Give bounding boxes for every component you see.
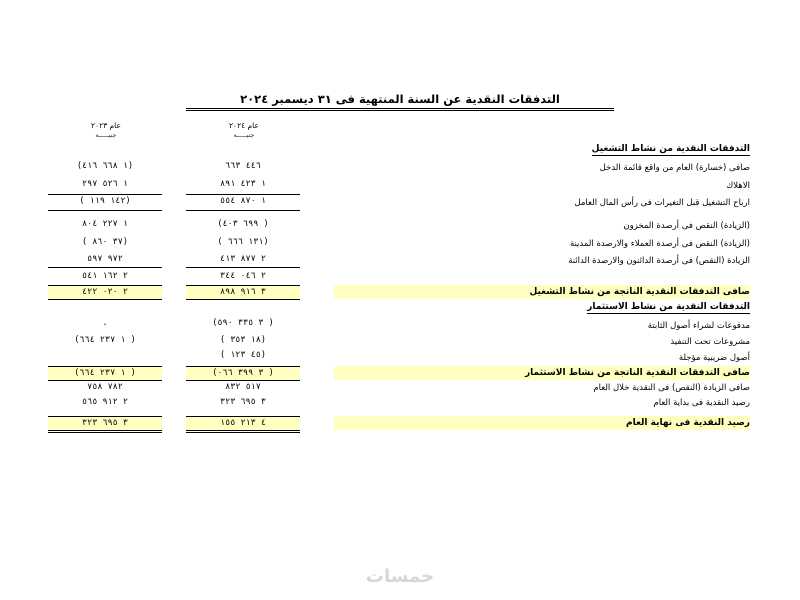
value-prior-ending-cash: ٣ ٦٩٥ ٣٢٣ [81, 418, 129, 428]
rule-above-subtotal-current [186, 267, 300, 268]
value-prior-inventory: ١ ٢٢٧ ٨٠٤ [81, 219, 129, 229]
value-current-deferred-tax: ( ٤٥ ١٢٣) [219, 350, 267, 360]
column-header-current-year: عام ٢٠٢٤ [229, 121, 259, 130]
value-current-depreciation: ١ ٤٢٣ ٨٩١ [219, 179, 267, 189]
value-prior-opening-cash: ٢ ٩١٢ ٥٦٥ [81, 397, 129, 407]
value-current-inventory: (٦٩٩ ٤٠٣ ) [217, 219, 269, 229]
value-current-ending-cash: ٤ ٢١٣ ١٥٥ [219, 418, 267, 428]
value-prior-net-change: ٧٨٢ ٧٥٨ [87, 382, 123, 392]
rule-below-op-profit-current [186, 210, 300, 211]
rule-top-operating-net-prior [48, 285, 162, 286]
value-current-investing-net: (٣ ٣٩٩ ٠٦٦ ) [212, 368, 274, 378]
value-current-net-loss: ٤٤٦ ٦٦٣ [225, 161, 261, 171]
rule-above-op-profit-current [186, 194, 300, 195]
row-label-fixed-assets: مدفوعات لشراء أصول الثابتة [647, 321, 750, 331]
value-current-fixed-assets: (٣ ٣٣٥ ٥٩٠ ) [212, 318, 274, 328]
value-prior-fixed-assets: . [102, 318, 108, 328]
value-current-working-capital-subtotal: ٢ ٠٤٦ ٣٤٤ [219, 271, 267, 281]
rule-bottom-operating-net-current [186, 299, 300, 300]
rule-bottom-investing-net-current [186, 380, 300, 381]
rule-above-op-profit-prior [48, 194, 162, 195]
investing-section-heading: التدفقات النقدية من نشاط الاستثمار [587, 302, 750, 312]
rule-bottom-ending-cash-current [186, 430, 300, 431]
value-current-operating-net: ٣ ٩١٦ ٨٩٨ [219, 287, 267, 297]
row-label-projects: مشروعات تحت التنفيذ [670, 337, 750, 347]
rule-bottom-investing-net-prior [48, 380, 162, 381]
value-current-net-change: ٥١٧ ٨٣٢ [225, 382, 261, 392]
column-header-prior-year: عام ٢٠٢٣ [91, 121, 121, 130]
row-label-deferred-tax: أصول ضريبية مؤجلة [678, 353, 750, 363]
row-label-operating-net: صافى التدفقات النقدية الناتجة من نشاط التشغيل [529, 287, 750, 297]
statement-title: التدفقات النقدية عن السنة المنتهية فى ٣١ ديسمبر ٢٠٢٤ [240, 92, 560, 106]
rule-top-operating-net-current [186, 285, 300, 286]
rule-top-ending-cash-current [186, 416, 300, 417]
rule-above-subtotal-prior [48, 267, 162, 268]
column-unit-current: جنيـــــه [233, 131, 255, 139]
rule-top-investing-net-current [186, 366, 300, 367]
row-label-net-loss: صافى (خسارة) العام من واقع قائمة الدخل [599, 163, 750, 173]
value-prior-operating-net: ٢ ٠٢٠ ٤٢٢ [81, 287, 129, 297]
rule-double-ending-cash-prior [48, 432, 162, 433]
title-underline [186, 108, 614, 109]
row-label-net-change: صافى الزيادة (النقص) فى النقدية خلال العام [593, 383, 750, 393]
value-prior-investing-net: (١ ٢٣٧ ٦٦٤ ) [74, 368, 136, 378]
row-label-depreciation: الاهلاك [726, 181, 750, 191]
row-label-payables: الزيادة (النقص) فى أرصدة الدائنون والارصدة الدائنة [568, 256, 750, 266]
value-current-projects: ( ١٨ ٣٥٣) [219, 335, 267, 345]
value-current-payables: ٢ ٨٧٧ ٤١٣ [219, 254, 267, 264]
value-prior-payables: ٩٧٢ ٥٩٧ [87, 254, 123, 264]
value-prior-working-capital-subtotal: ٢ ١٦٢ ٥٤١ [81, 271, 129, 281]
value-current-operating-profit: ١ ٨٧٠ ٥٥٤ [219, 196, 267, 206]
column-unit-prior: جنيـــــه [95, 131, 117, 139]
rule-bottom-operating-net-prior [48, 299, 162, 300]
value-prior-net-loss: (١ ٦٦٨ ٤١٦) [76, 161, 134, 171]
value-prior-depreciation: ١ ٥٢٦ ٢٩٧ [81, 179, 129, 189]
watermark-logo: خمسات [365, 566, 435, 587]
rule-top-investing-net-prior [48, 366, 162, 367]
value-prior-operating-profit: ( ١٤٢ ١١٩) [79, 196, 131, 206]
value-current-opening-cash: ٣ ٦٩٥ ٣٢٣ [219, 397, 267, 407]
rule-below-op-profit-prior [48, 210, 162, 211]
title-underline-double [186, 110, 614, 111]
row-label-operating-profit: ارباح التشغيل قبل التغيرات فى رأس المال العامل [574, 198, 750, 208]
rule-top-ending-cash-prior [48, 416, 162, 417]
operating-section-heading: التدفقات النقدية من نشاط التشغيل [591, 144, 750, 154]
row-label-investing-net: صافى التدفقات النقدية الناتجة من نشاط الاستثمار [524, 368, 750, 378]
value-prior-projects: (١ ٢٣٧ ٦٦٤ ) [74, 335, 136, 345]
rule-double-ending-cash-current [186, 432, 300, 433]
rule-bottom-ending-cash-prior [48, 430, 162, 431]
row-label-ending-cash: رصيد النقدية فى نهاية العام [626, 418, 750, 428]
row-label-receivables: (الزيادة) النقص فى أرصدة العملاء والارصدة المدينة [569, 239, 750, 249]
row-label-opening-cash: رصيد النقدية فى بداية العام [653, 398, 750, 408]
value-current-receivables: ( ١٣١ ٦٦٦) [217, 237, 269, 247]
value-prior-receivables: ( ٣٧ ٨٦٠) [81, 237, 129, 247]
row-label-inventory: (الزيادة) النقص فى أرصدة المخزون [623, 221, 750, 231]
